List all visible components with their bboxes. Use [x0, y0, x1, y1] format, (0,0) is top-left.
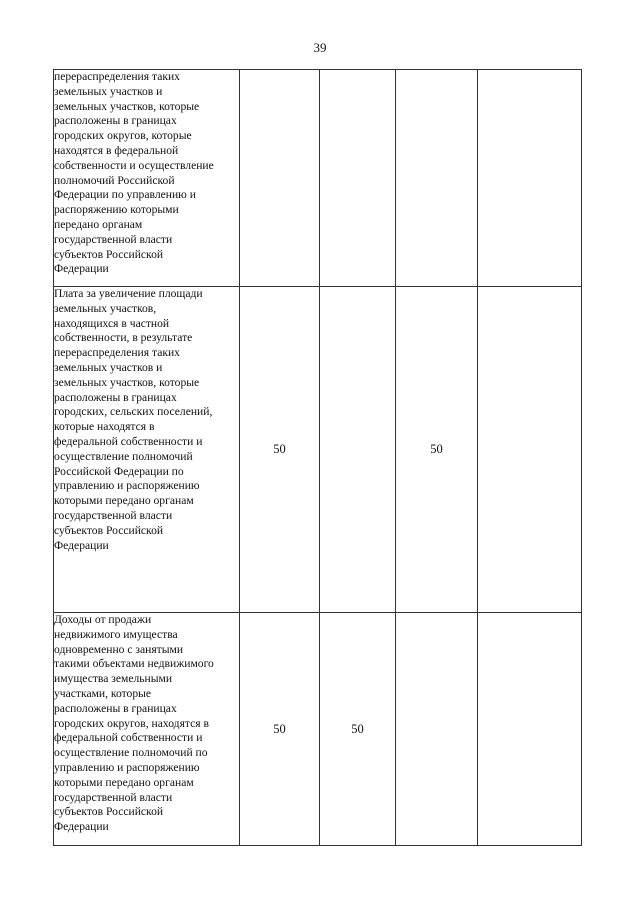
- value-cell: 50: [240, 613, 320, 846]
- description-text: Плата за увеличение площади земельных участков, находящихся в частной собственности, в результате перераспределения таких земельных участков и земельных участков, которые расположены в границах городских, сельских поселений, которые находятся в федеральной собственности и осуществление полномочий Российской Федерации по управлению и распоряжению которыми передано органам государственной власти субъектов Российской Федерации: [54, 287, 213, 552]
- value-cell: [478, 613, 582, 846]
- table-row: [54, 287, 582, 613]
- value-cell: [240, 70, 320, 287]
- description-cell: [54, 287, 240, 613]
- value-cell: [320, 70, 396, 287]
- table-row: [54, 70, 582, 287]
- value-cell: [320, 287, 396, 613]
- revenue-distribution-table: [53, 69, 582, 846]
- page-number: 39: [313, 40, 327, 55]
- value-cell: [396, 613, 478, 846]
- value-cell: 50: [396, 287, 478, 613]
- value-cell: [478, 70, 582, 287]
- table-row: [54, 613, 582, 846]
- value-cell: 50: [320, 613, 396, 846]
- description-text: перераспределения таких земельных участков и земельных участков, которые расположены в границах городских округов, которые находятся в федеральной собственности и осуществление полномочий Российской Федерации по управлению и распоряжению которыми передано органам государственной власти субъектов Российской Федерации: [54, 70, 214, 276]
- value-cell: 50: [240, 287, 320, 613]
- description-text: Доходы от продажи недвижимого имущества одновременно с занятыми такими объектами недвижимого имущества земельными участками, которые расположены в границах городских округов, находятся в федеральной собственности и осуществление полномочий по управлению и распоряжению которыми передано органам государственной власти субъектов Российской Федерации: [54, 613, 214, 834]
- value-cell: [396, 70, 478, 287]
- description-cell: [54, 70, 240, 287]
- description-cell: [54, 613, 240, 846]
- value-cell: [478, 287, 582, 613]
